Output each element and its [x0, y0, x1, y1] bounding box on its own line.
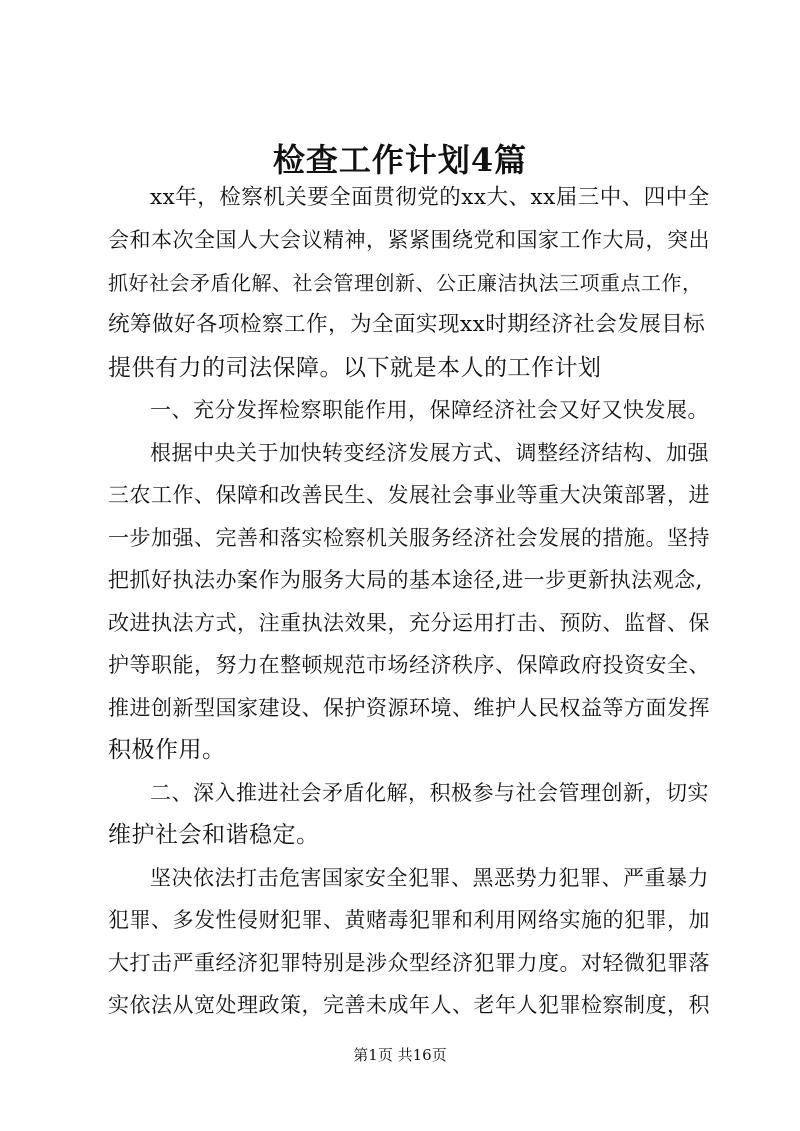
body-line: 推进创新型国家建设、保护资源环境、维护人民权益等方面发挥 — [108, 696, 710, 720]
section-heading-continued: 维护社会和谐稳定。 — [108, 822, 320, 848]
body-line: 犯罪、多发性侵财犯罪、黄赌毒犯罪和利用网络实施的犯罪，加 — [108, 908, 710, 932]
body-line: 把抓好执法办案作为服务大局的基本途径,进一步更新执法观念, — [108, 568, 703, 592]
page-number-footer: 第1页 共16页 — [353, 1046, 447, 1064]
body-line: 改进执法方式，注重执法效果，充分运用打击、预防、监督、保 — [108, 611, 710, 635]
body-line: 统筹做好各项检察工作，为全面实现xx时期经济社会发展目标 — [108, 312, 706, 337]
body-line: 会和本次全国人大会议精神，紧紧围绕党和国家工作大局，突出 — [108, 228, 710, 252]
body-line: 根据中央关于加快转变经济发展方式、调整经济结构、加强 — [150, 441, 709, 465]
body-line: 坚决依法打击危害国家安全犯罪、黑恶势力犯罪、严重暴力 — [150, 866, 709, 890]
section-heading: 一、充分发挥检察职能作用，保障经济社会又好又快发展。 — [150, 398, 709, 422]
section-heading: 二、深入推进社会矛盾化解，积极参与社会管理创新，切实 — [150, 781, 709, 805]
document-title: 检查工作计划4篇 — [272, 141, 528, 179]
body-line: 积极作用。 — [108, 737, 226, 763]
body-line: 实依法从宽处理政策，完善未成年人、老年人犯罪检察制度，积 — [108, 993, 710, 1017]
body-line: 抓好社会矛盾化解、社会管理创新、公正廉洁执法三项重点工作， — [108, 271, 703, 295]
body-line: 大打击严重经济犯罪特别是涉众型经济犯罪力度。对轻微犯罪落 — [108, 951, 710, 975]
body-line: 一步加强、完善和落实检察机关服务经济社会发展的措施。坚持 — [108, 526, 710, 550]
body-line: xx年，检察机关要全面贯彻党的xx大、xx届三中、四中全 — [150, 185, 710, 210]
body-line: 三农工作、保障和改善民生、发展社会事业等重大决策部署，进 — [108, 483, 710, 507]
body-line: 提供有力的司法保障。以下就是本人的工作计划 — [108, 355, 602, 381]
body-line: 护等职能，努力在整顿规范市场经济秩序、保障政府投资安全、 — [108, 653, 710, 677]
